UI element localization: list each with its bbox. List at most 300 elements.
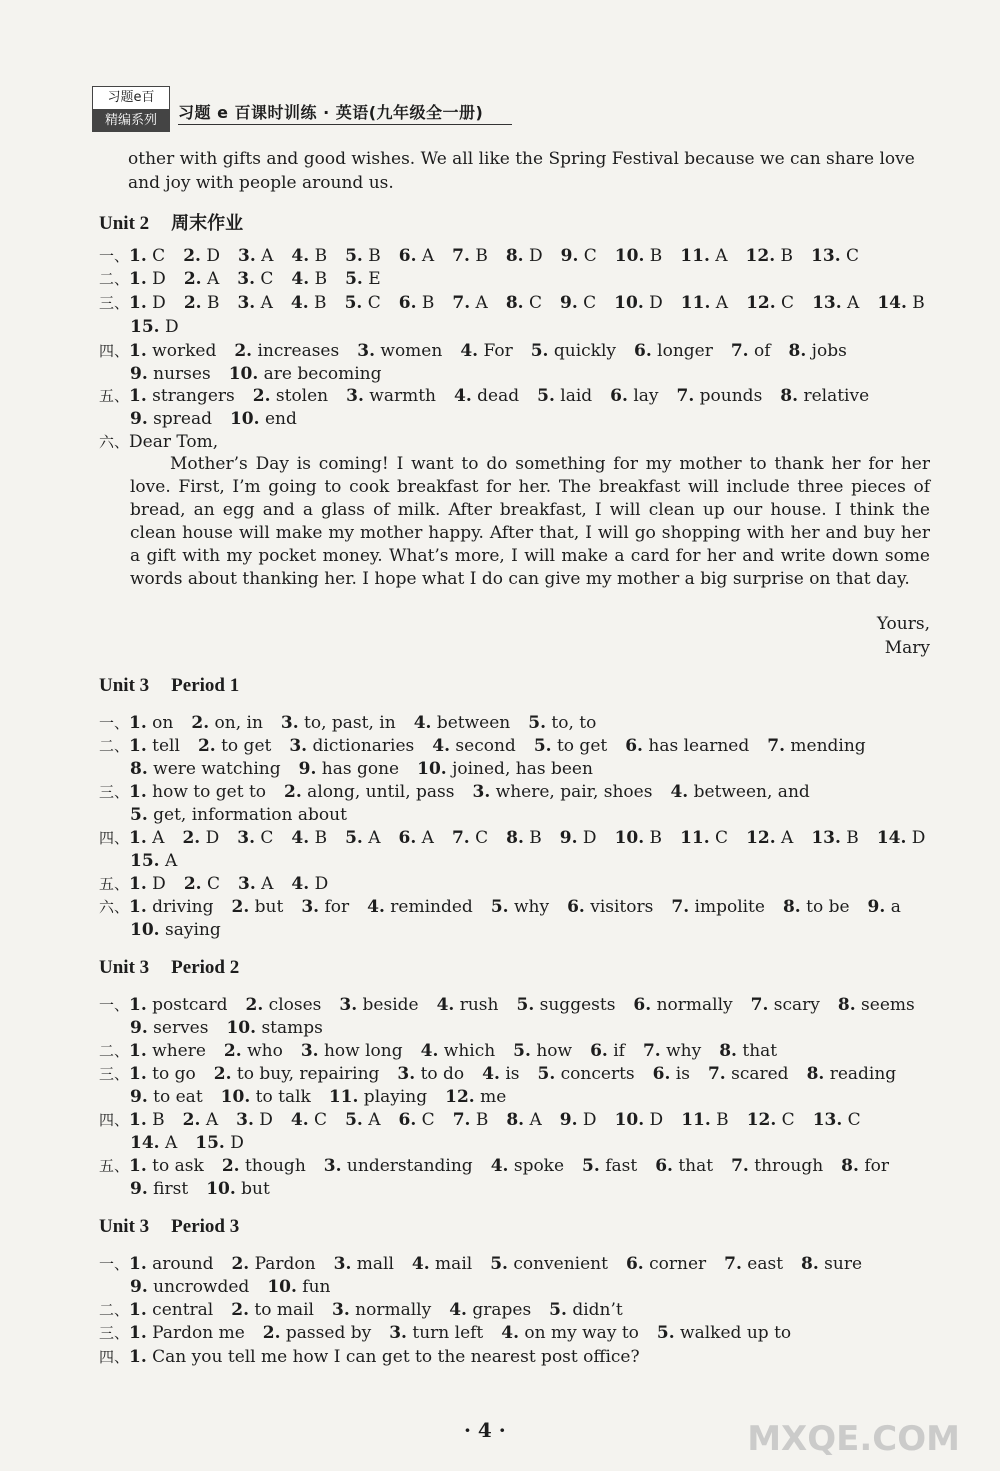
answer-number: 9. [560, 293, 578, 313]
answer-item [838, 995, 915, 1015]
answer-item [397, 1064, 464, 1084]
answer-item [452, 246, 488, 266]
answer-item [560, 1110, 597, 1130]
answer-number: 6. [652, 1064, 671, 1084]
answer-text: scary [768, 995, 820, 1015]
letter-signature: Mary [884, 638, 930, 658]
answer-line [130, 850, 195, 872]
answer-item [184, 874, 220, 894]
answer-text: A [841, 293, 860, 313]
answer-text: me [474, 1087, 507, 1107]
answer-item [345, 269, 381, 289]
answer-number: 5. [345, 1110, 363, 1130]
answer-text: For [478, 341, 513, 361]
answer-text: dead [471, 386, 520, 406]
answer-number: 6. [567, 897, 585, 917]
answer-number: 6. [398, 828, 417, 848]
answer-number: 12. [745, 246, 776, 266]
section-prefix: 四、 [99, 1111, 130, 1129]
answer-number: 8. [801, 1254, 819, 1274]
answer-number: 2. [231, 1254, 250, 1274]
answer-text: a [885, 897, 901, 917]
answer-item [537, 386, 592, 406]
answer-text: B [710, 1110, 729, 1130]
answer-item [506, 246, 543, 266]
section-prefix: 二、 [99, 737, 130, 755]
answer-text: women [374, 341, 443, 361]
answer-text: fun [296, 1277, 331, 1297]
answer-number: 4. [291, 246, 310, 266]
answer-item [490, 1254, 608, 1274]
answer-text: C [709, 828, 729, 848]
answer-text: central [146, 1300, 214, 1320]
answer-text: C [840, 246, 860, 266]
answer-number: 5. [344, 293, 363, 313]
answer-number: 14. [130, 1133, 160, 1153]
answer-number: 5. [490, 1254, 508, 1274]
answer-text: B [644, 246, 663, 266]
answer-line [99, 896, 919, 918]
answer-line [99, 827, 943, 849]
answer-item [615, 1110, 664, 1130]
answer-text: longer [651, 341, 713, 361]
answer-number: 11. [328, 1087, 359, 1107]
answer-number: 3. [332, 1300, 350, 1320]
answer-item [130, 851, 177, 871]
answer-item [491, 1156, 564, 1176]
answer-text: A [255, 246, 274, 266]
answer-item [130, 317, 179, 337]
answer-number: 5. [345, 246, 363, 266]
answer-text: E [362, 269, 381, 289]
answer-text: D [906, 828, 926, 848]
answer-text: Pardon [249, 1254, 316, 1274]
answer-number: 3. [389, 1323, 407, 1343]
answer-text: understanding [341, 1156, 473, 1176]
answer-number: 9. [560, 246, 579, 266]
answer-text: strangers [146, 386, 235, 406]
answer-text: postcard [146, 995, 228, 1015]
answer-text: C [469, 828, 489, 848]
answer-text: A [416, 828, 434, 848]
answer-number: 3. [237, 269, 255, 289]
section-prefix: 二、 [99, 270, 130, 288]
answer-text: C [775, 293, 795, 313]
answer-item [301, 1041, 403, 1061]
answer-item [460, 341, 512, 361]
answer-line [99, 340, 865, 362]
answer-number: 15. [195, 1133, 225, 1153]
answer-text: why [660, 1041, 702, 1061]
answer-item [634, 341, 713, 361]
answer-number: 13. [812, 293, 842, 313]
answer-number: 8. [719, 1041, 737, 1061]
answer-number: 1. [129, 1064, 147, 1084]
answer-item [560, 293, 596, 313]
answer-text: but [235, 1179, 270, 1199]
answer-number: 3. [300, 1041, 319, 1061]
answer-number: 14. [876, 828, 907, 848]
answer-number: 2. [252, 386, 271, 406]
answer-text: to get [215, 736, 272, 756]
answer-item [291, 293, 327, 313]
answer-number: 3. [237, 874, 256, 894]
answer-number: 1. [129, 1300, 147, 1320]
answer-item [299, 759, 400, 779]
answer-item [229, 364, 382, 384]
answer-text: though [239, 1156, 306, 1176]
answer-item [222, 1156, 306, 1176]
answer-item [655, 1156, 713, 1176]
answer-number: 11. [681, 1110, 711, 1130]
answer-text: for [319, 897, 350, 917]
answer-item [129, 341, 216, 361]
answer-line [99, 1299, 641, 1321]
answer-text: to do [415, 1064, 465, 1084]
answer-item [610, 386, 658, 406]
watermark-logo: MXQE.COM [747, 1419, 960, 1459]
answer-text: are becoming [258, 364, 382, 384]
answer-item [238, 246, 273, 266]
section-prefix: 一、 [99, 247, 130, 265]
answer-item [345, 293, 381, 313]
answer-item [432, 736, 516, 756]
answer-number: 8. [806, 1064, 825, 1084]
answer-number: 3. [472, 782, 491, 802]
answer-text: A [159, 851, 178, 871]
answer-number: 4. [413, 713, 432, 733]
answer-item [731, 341, 771, 361]
answer-text: D [577, 1110, 597, 1130]
answer-text: where [146, 1041, 206, 1061]
answer-text: B [308, 293, 327, 313]
answer-item [399, 828, 434, 848]
answer-number: 1. [129, 713, 147, 733]
answer-text: quickly [548, 341, 616, 361]
answer-text: tell [146, 736, 180, 756]
answer-text: A [146, 828, 165, 848]
answer-line [99, 873, 346, 895]
answer-number: 2. [197, 736, 216, 756]
answer-text: A [201, 269, 220, 289]
answer-text: is [499, 1064, 520, 1084]
answer-text: nurses [147, 364, 211, 384]
answer-item [346, 386, 436, 406]
answer-item [506, 828, 542, 848]
answer-text: C [416, 1110, 435, 1130]
answer-number: 4. [460, 341, 479, 361]
answer-item [234, 341, 339, 361]
answer-number: 5. [345, 828, 363, 848]
answer-text: C [578, 246, 597, 266]
answer-number: 6. [655, 1156, 673, 1176]
answer-text: B [840, 828, 859, 848]
answer-item [877, 293, 924, 313]
answer-line [99, 1346, 658, 1368]
answer-number: 6. [633, 995, 652, 1015]
answer-item [367, 897, 473, 917]
answer-number: 10. [614, 1110, 645, 1130]
answer-number: 8. [788, 341, 807, 361]
answer-number: 8. [130, 759, 148, 779]
answer-number: 14. [877, 293, 907, 313]
answer-text: C [523, 293, 542, 313]
answer-text: on [146, 713, 174, 733]
answer-text: B [470, 1110, 489, 1130]
answer-text: A [255, 293, 273, 313]
header-divider [178, 124, 512, 125]
answer-text: A [159, 1133, 178, 1153]
answer-text: why [508, 897, 550, 917]
answer-line [130, 1132, 262, 1154]
answer-number: 6. [590, 1041, 608, 1061]
answer-text: B [523, 828, 542, 848]
answer-line [99, 1253, 880, 1275]
u3p3-heading [99, 1216, 239, 1238]
answer-number: 10. [417, 759, 447, 779]
answer-number: 9. [130, 1087, 148, 1107]
answer-text: get, information about [147, 805, 347, 825]
answer-item [567, 897, 653, 917]
answer-number: 12. [445, 1087, 475, 1107]
answer-number: 2. [183, 269, 202, 289]
answer-text: between [431, 713, 511, 733]
answer-number: 7. [731, 1156, 749, 1176]
answer-item [513, 1041, 572, 1061]
answer-item [253, 386, 328, 406]
answer-text: C [255, 828, 274, 848]
answer-item [130, 1087, 203, 1107]
answer-text: A [416, 246, 435, 266]
answer-number: 4. [482, 1064, 500, 1084]
answer-number: 9. [130, 364, 148, 384]
answer-item [231, 1254, 315, 1274]
answer-number: 7. [750, 995, 769, 1015]
answer-item [801, 1254, 862, 1274]
answer-text: to, past, in [298, 713, 396, 733]
section-prefix: 六、 [99, 898, 130, 916]
answer-number: 5. [537, 386, 555, 406]
section-prefix: 一、 [99, 1255, 130, 1273]
section-prefix: 五、 [99, 387, 130, 405]
answer-number: 5. [516, 995, 535, 1015]
answer-text: D [309, 874, 329, 894]
answer-number: 4. [501, 1323, 520, 1343]
answer-number: 9. [559, 1110, 578, 1130]
answer-number: 1. [129, 874, 147, 894]
answer-item [267, 1277, 330, 1297]
answer-number: 11. [680, 246, 710, 266]
u3p1-title: Unit 3 [99, 675, 150, 696]
answer-item [284, 782, 454, 802]
answer-number: 4. [436, 995, 455, 1015]
answer-item [129, 1300, 213, 1320]
answer-item [345, 246, 381, 266]
section-prefix: 四、 [99, 1348, 130, 1366]
intro-line-2: and joy with people around us. [128, 173, 394, 193]
answer-item [130, 1133, 177, 1153]
answer-text: how to get to [146, 782, 267, 802]
answer-text: laid [554, 386, 593, 406]
answer-number: 1. [129, 1323, 147, 1343]
answer-number: 9. [559, 828, 578, 848]
answer-number: 6. [625, 1254, 644, 1274]
answer-item [437, 995, 499, 1015]
answer-number: 10. [206, 1179, 236, 1199]
answer-text: D [644, 1110, 664, 1130]
answer-line [99, 245, 877, 267]
answer-text: joined, has been [446, 759, 593, 779]
answer-text: convenient [507, 1254, 608, 1274]
answer-text: passed by [280, 1323, 372, 1343]
answer-number: 13. [811, 246, 841, 266]
answer-line [99, 1040, 795, 1062]
answer-item [452, 828, 488, 848]
answer-text: concerts [555, 1064, 635, 1084]
answer-text: fast [599, 1156, 638, 1176]
answer-item [412, 1254, 472, 1274]
answer-item [291, 269, 327, 289]
answer-item [746, 828, 793, 848]
answer-item [746, 293, 794, 313]
answer-text: to go [146, 1064, 196, 1084]
answer-text: for [858, 1156, 889, 1176]
u3p3-title: Unit 3 [99, 1216, 150, 1237]
section-prefix: 三、 [99, 783, 130, 801]
answer-item [232, 897, 284, 917]
answer-number: 1. [129, 341, 147, 361]
answer-item [868, 897, 901, 917]
answer-number: 6. [634, 341, 652, 361]
answer-number: 2. [191, 713, 210, 733]
answer-number: 6. [625, 736, 643, 756]
answer-text: where, pair, shoes [490, 782, 653, 802]
answer-item [653, 1064, 690, 1084]
answer-item [549, 1300, 623, 1320]
answer-number: 1. [129, 782, 147, 802]
answer-text: that [736, 1041, 778, 1061]
answer-number: 4. [290, 293, 309, 313]
answer-number: 1. [129, 293, 147, 313]
answer-text: if [607, 1041, 625, 1061]
answer-text: to eat [147, 1087, 203, 1107]
answer-text: closes [263, 995, 322, 1015]
answer-item [625, 736, 749, 756]
answer-number: 6. [398, 1110, 417, 1130]
answer-text: D [523, 246, 543, 266]
answer-text: walked up to [674, 1323, 792, 1343]
answer-number: 8. [505, 293, 524, 313]
answer-text: visitors [584, 897, 654, 917]
series-title: 习题 e 百课时训练 · 英语(九年级全一册) [178, 103, 484, 122]
answer-text: B [309, 828, 328, 848]
answer-text: D [146, 293, 166, 313]
section-prefix: 五、 [99, 875, 130, 893]
answer-item [399, 293, 435, 313]
answer-number: 4. [432, 736, 451, 756]
section-prefix: 五、 [99, 1157, 130, 1175]
answer-number: 10. [614, 828, 645, 848]
answer-line [99, 1155, 907, 1177]
answer-item [615, 828, 662, 848]
answer-number: 8. [506, 828, 524, 848]
unit2-subtitle: 周末作业 [171, 213, 244, 234]
answer-number: 4. [449, 1300, 467, 1320]
answer-number: 1. [129, 386, 147, 406]
answer-text: which [438, 1041, 496, 1061]
answer-text: A [470, 293, 488, 313]
answer-text: mail [429, 1254, 473, 1274]
answer-item [453, 1110, 489, 1130]
answer-text: D [253, 1110, 273, 1130]
answer-number: 12. [746, 293, 776, 313]
answer-item [811, 828, 858, 848]
answer-item [129, 386, 235, 406]
answer-text: east [741, 1254, 784, 1274]
answer-number: 2. [213, 1064, 232, 1084]
page-number: · 4 · [464, 1418, 506, 1442]
answer-item [129, 1347, 640, 1367]
answer-text: on, in [209, 713, 263, 733]
answer-text: rush [454, 995, 499, 1015]
answer-number: 3. [333, 1254, 352, 1274]
answer-text: spread [147, 409, 212, 429]
answer-text: grapes [466, 1300, 532, 1320]
answer-item [807, 1064, 897, 1084]
answer-number: 2. [182, 828, 201, 848]
answer-text: sure [818, 1254, 863, 1274]
answer-text: to mail [248, 1300, 314, 1320]
answer-text: A [709, 246, 728, 266]
answer-item [184, 269, 219, 289]
answer-line [130, 804, 365, 826]
answer-text: worked [146, 341, 217, 361]
answer-item [130, 759, 281, 779]
answer-number: 5. [513, 1041, 531, 1061]
answer-text: increases [252, 341, 340, 361]
answer-item [582, 1156, 637, 1176]
answer-number: 5. [130, 805, 148, 825]
answer-number: 15. [130, 317, 160, 337]
answer-item [531, 341, 616, 361]
section-prefix: 二、 [99, 1042, 130, 1060]
answer-item [214, 1064, 380, 1084]
answer-number: 3. [289, 736, 308, 756]
answer-number: 4. [454, 386, 472, 406]
answer-item [129, 293, 166, 313]
answer-text: lay [627, 386, 659, 406]
answer-number: 2. [182, 1110, 201, 1130]
answer-number: 2. [262, 1323, 281, 1343]
answer-line [99, 994, 933, 1016]
answer-text: B [146, 1110, 165, 1130]
answer-item [236, 1110, 273, 1130]
answer-number: 7. [452, 293, 471, 313]
answer-number: 9. [298, 759, 317, 779]
answer-text: B [309, 246, 328, 266]
answer-number: 7. [724, 1254, 742, 1274]
unit2-title: Unit 2 [99, 213, 150, 234]
answer-text: suggests [534, 995, 616, 1015]
answer-number: 15. [130, 851, 160, 871]
answer-item [129, 713, 173, 733]
answer-item [129, 1110, 165, 1130]
answer-line [130, 1017, 341, 1039]
answer-number: 5. [490, 897, 509, 917]
answer-number: 3. [280, 713, 299, 733]
letter-salutation: Dear Tom, [129, 432, 219, 452]
answer-number: 7. [451, 828, 470, 848]
